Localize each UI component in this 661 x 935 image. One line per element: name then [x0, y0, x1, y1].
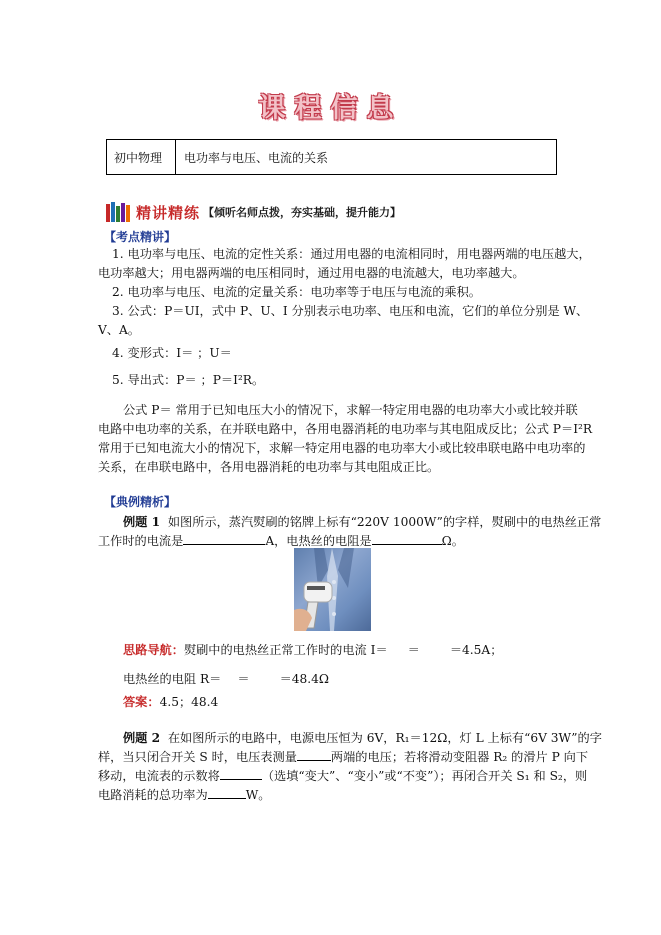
example-2-text: 样，当只闭合开关 S 时，电压表测量 [98, 750, 297, 764]
section-heading-key-points: 【考点精讲】 [104, 230, 177, 244]
para-line: 关系，在串联电路中，各用电器消耗的电功率与其电阻成正比。 [98, 460, 440, 474]
resistance-line [123, 670, 329, 689]
books-icon [106, 202, 132, 222]
answer-text: 4.5；48.4 [159, 695, 219, 709]
example-1-line [98, 532, 464, 551]
answer-blank[interactable] [220, 767, 262, 780]
resistance-text: 电热丝的电阻 R＝ [123, 672, 222, 686]
para-line: 公式 P＝ 常用于已知电压大小的情况下，求解一特定用电器的电功率大小或比较并联 [123, 403, 578, 417]
resistance-eq: ＝ [237, 672, 250, 686]
para-line: 常用于已知电流大小的情况下，求解一特定用电器的电功率大小或比较串联电路中电功率的 [98, 441, 586, 455]
answer-line [123, 693, 218, 712]
answer-label: 答案： [123, 695, 160, 709]
banner-title: 精讲精练 [136, 203, 201, 222]
guide-text: 熨刷中的电热丝正常工作时的电流 I＝ [183, 643, 388, 657]
example-2-text: 两端的电压；若将滑动变阻器 R₂ 的滑片 P 向下 [330, 750, 589, 764]
example-1-line [123, 513, 601, 532]
section-banner [106, 200, 401, 224]
guide-label: 思路导航： [123, 643, 184, 657]
subject-cell: 初中物理 [107, 140, 176, 174]
example-2-label: 例题 2 [123, 731, 161, 745]
example-1-text: 工作时的电流是 [98, 534, 184, 548]
answer-blank[interactable] [208, 786, 246, 799]
answer-blank[interactable] [372, 532, 442, 545]
point-line: 2. 电功率与电压、电流的定量关系：电功率等于电压与电流的乘积。 [112, 285, 481, 299]
para-line: 电路中电功率的关系，在并联电路中，各用电器消耗的电功率与其电阻成反比；公式 P＝I²R [98, 422, 593, 436]
answer-blank[interactable] [297, 748, 331, 761]
point-line: 5. 导出式：P＝ ；P＝I²R。 [112, 373, 265, 387]
guide-result: ＝4.5A； [449, 643, 503, 657]
example-1-text: Ω。 [441, 534, 464, 548]
steam-iron-photo [294, 548, 371, 631]
course-info-table [106, 139, 557, 175]
topic-cell: 电功率与电压、电流的关系 [184, 150, 329, 165]
resistance-result: ＝48.4Ω [279, 672, 329, 686]
point-line: V、A。 [98, 323, 140, 337]
example-2-line [98, 786, 270, 805]
example-2-line [98, 767, 587, 786]
banner-subtitle: 【倾听名师点拨，夯实基础，提升能力】 [203, 206, 402, 219]
point-line: 3. 公式：P＝UI，式中 P、U、I 分别表示电功率、电压和电流，它们的单位分别是 W、 [112, 304, 589, 318]
example-1-text: A，电热丝的电阻是 [265, 534, 372, 548]
point-line: 4. 变形式：I＝ ；U＝ [112, 346, 232, 360]
example-2-text: （选填“变大”、“变小”或“不变”）；再闭合开关 S₁ 和 S₂，则 [261, 769, 588, 783]
example-2-text: 移动，电流表的示数将 [98, 769, 220, 783]
answer-blank[interactable] [183, 532, 265, 545]
example-1-label: 例题 1 [123, 515, 161, 529]
example-2-text: W。 [245, 788, 271, 802]
example-2-line [123, 729, 602, 748]
example-2-text: 电路消耗的总功率为 [98, 788, 208, 802]
page-title: 课程信息 [258, 93, 403, 124]
section-heading-examples: 【典例精析】 [104, 495, 177, 509]
guide-line [123, 641, 502, 660]
example-2-line [98, 748, 588, 767]
guide-eq: ＝ [407, 643, 420, 657]
point-line: 电功率越大；用电器两端的电压相同时，通过用电器的电流越大，电功率越大。 [98, 266, 525, 280]
example-2-text: 在如图所示的电路中，电源电压恒为 6V，R₁＝12Ω，灯 L 上标有“6V 3W”的字 [167, 731, 602, 745]
point-line: 1. 电功率与电压、电流的定性关系：通过用电器的电流相同时，用电器两端的电压越大， [112, 247, 591, 261]
example-1-text: 如图所示，蒸汽熨刷的铭牌上标有“220V 1000W”的字样，熨刷中的电热丝正常 [167, 515, 602, 529]
